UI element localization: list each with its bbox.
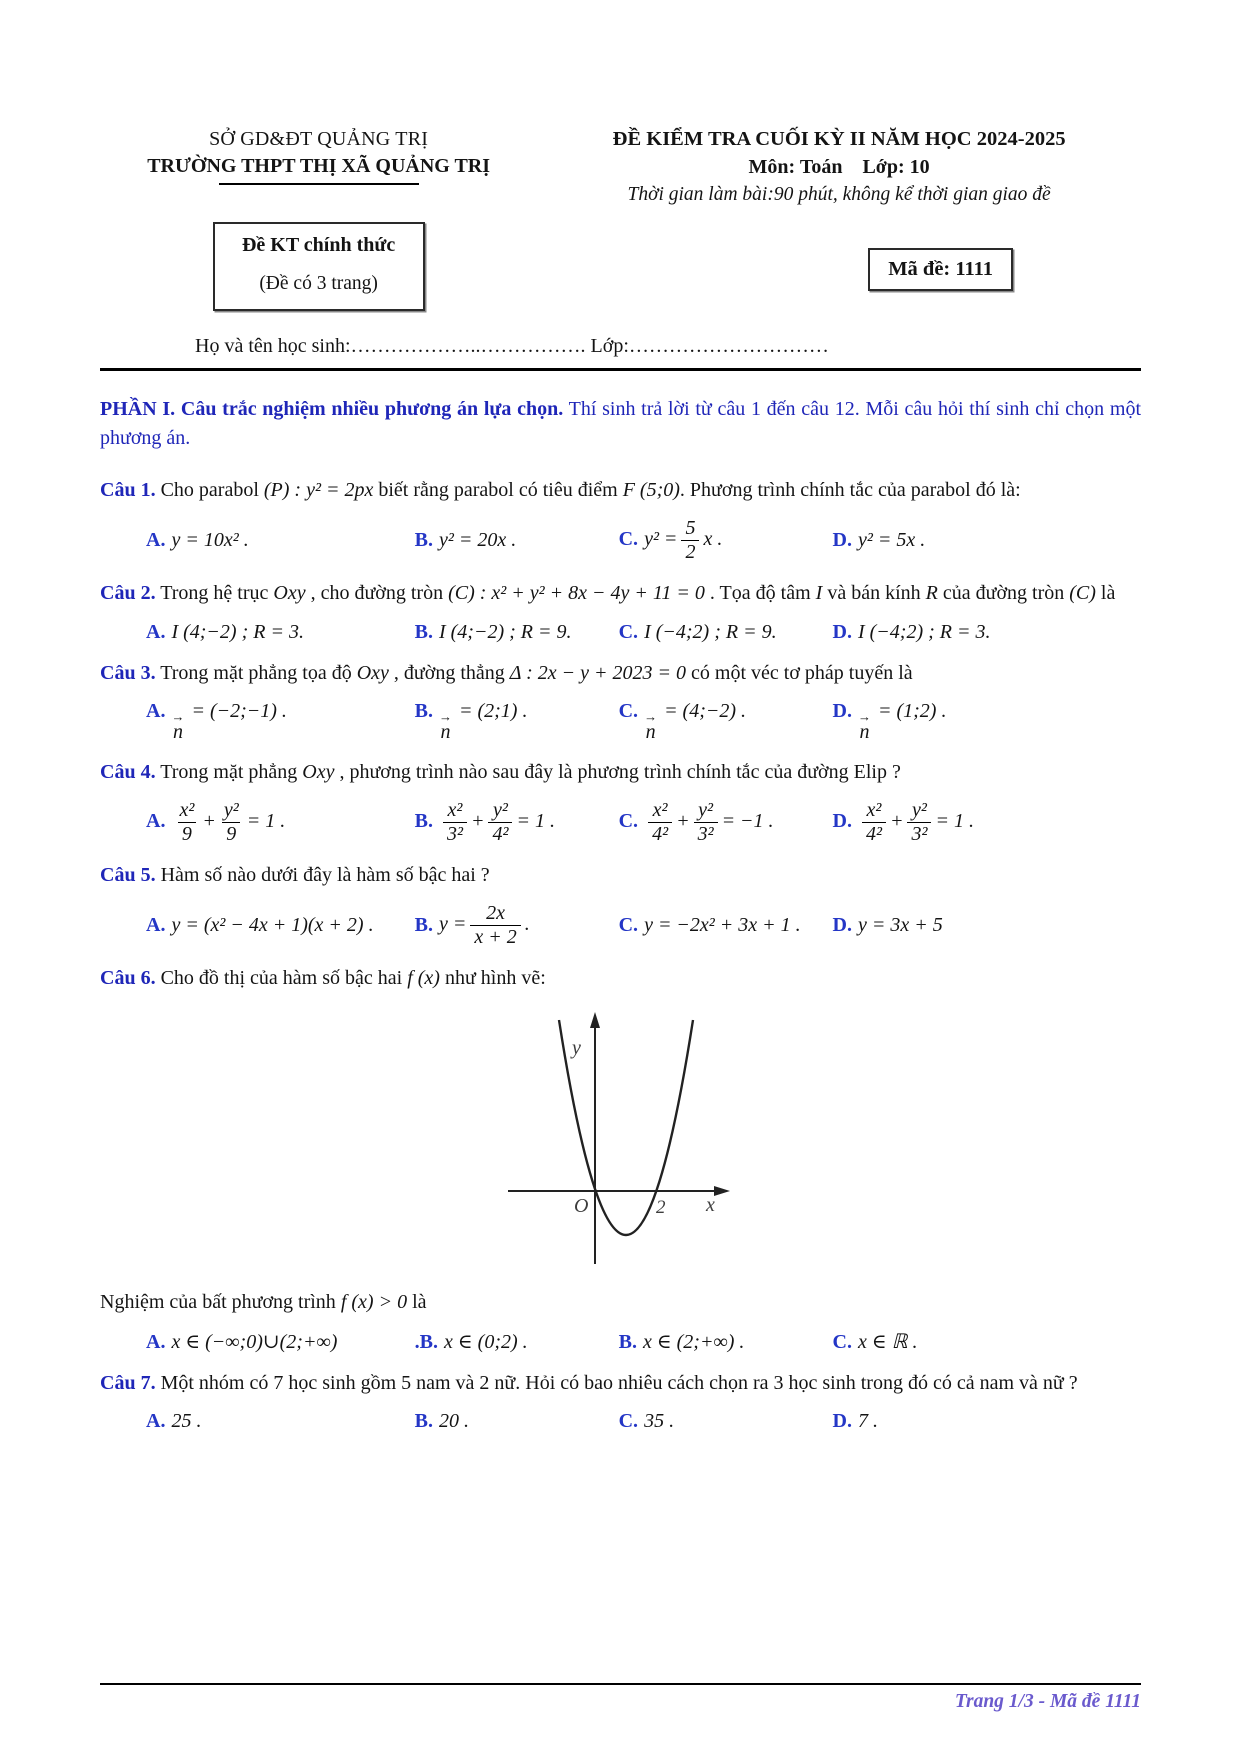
question-stem: Câu 5. Hàm số nào dưới đây là hàm số bậc hai ?: [100, 864, 490, 887]
question-label: Câu 7.: [100, 1371, 156, 1394]
answer-option: A. x ∈ (−∞;0)∪(2;+∞): [146, 1330, 338, 1353]
answer-options: [100, 1329, 1141, 1354]
question-5: [100, 858, 1141, 949]
axis-label-y: y: [572, 1036, 581, 1059]
answer-option-label: C.: [618, 1410, 639, 1433]
vector-notation: → n: [171, 709, 185, 743]
answer-option: B. $\frac{\text{x²}}{\text{3²}}$ + $\frac{\text{y²}}{\text{4²}}$ = 1 .: [414, 799, 555, 846]
answer-option-label: B.: [414, 529, 433, 552]
question-stem: Câu 2. Trong hệ trục Oxy , cho đường tròn (C) : x² + y² + 8x − 4y + 11 = 0 . Tọa độ tâm I và bán kính R của đường tròn (C) là: [100, 582, 1116, 605]
answer-options: [100, 517, 1141, 564]
exam-header: [100, 128, 1141, 206]
answer-option: D. y² = 5x .: [832, 529, 926, 552]
fraction: $\frac{\text{y²}}{\text{3²}}$: [907, 799, 931, 846]
axis-label-x: x: [706, 1193, 715, 1216]
answer-option: A. 25 .: [146, 1410, 202, 1433]
question-stem: Câu 1. Cho parabol (P) : y² = 2px biết rằng parabol có tiêu điểm F (5;0). Phương trình chính tắc của parabol đó là:: [100, 479, 1021, 501]
function-graph: [500, 1006, 735, 1277]
answer-option-label: B.: [414, 810, 433, 833]
answer-option-label: D.: [832, 620, 852, 643]
answer-option: A. $\frac{\text{x²}}{9}$ + $\frac{\text{y²}}{9}$ = 1 .: [146, 799, 286, 846]
question-stem: Câu 6. Cho đồ thị của hàm số bậc hai f (x) như hình vẽ:: [100, 967, 546, 990]
answer-option: A. → n = (−2;−1) .: [146, 700, 287, 743]
answer-options: [100, 902, 1141, 949]
answer-option-label: A.: [146, 620, 166, 643]
question-label: Câu 4.: [100, 760, 156, 783]
part1-heading-rest: Thí sinh trả lời từ câu 1 đến câu 12. Mỗi câu hỏi thí sinh chỉ chọn một phương án.: [100, 398, 1141, 449]
answer-option-label: B.: [414, 1410, 433, 1433]
page-count-note: (Đề có 3 trang): [259, 273, 378, 294]
official-exam-label: Đề KT chính thức: [241, 234, 396, 256]
answer-option-label: B.: [618, 1330, 637, 1353]
answer-option-label: A.: [146, 700, 166, 723]
answer-option-label: A.: [146, 914, 166, 937]
fraction: $\frac{\text{y²}}{9}$: [223, 799, 239, 846]
answer-option: B. I (4;−2) ; R = 9.: [414, 620, 572, 643]
answer-option: B. 20 .: [414, 1410, 469, 1433]
part1-heading: [100, 395, 1141, 453]
answer-option: C. y² = $\frac{5}{2}$ x .: [618, 517, 723, 564]
answer-option: B. y = $\frac{2x}{x + 2}$ .: [414, 902, 530, 949]
root-label: 2: [656, 1196, 666, 1218]
question-label: Câu 1.: [100, 479, 156, 501]
answer-option-label: C.: [618, 700, 639, 723]
fraction: $\frac{2x}{x + 2}$: [470, 902, 520, 949]
official-box-wrap: [100, 206, 537, 311]
fraction: $\frac{\text{x²}}{\text{4²}}$: [862, 799, 886, 846]
answer-options: [100, 1410, 1141, 1433]
question-label: Câu 6.: [100, 967, 156, 990]
answer-option-label: A.: [146, 810, 166, 833]
question-stem: Câu 7. Một nhóm có 7 học sinh gồm 5 nam và 2 nữ. Hỏi có bao nhiêu cách chọn ra 3 học sinh trong đó có cả nam và nữ ?: [100, 1371, 1078, 1394]
fraction: $\frac{\text{y²}}{\text{4²}}$: [488, 799, 512, 846]
fraction: $\frac{\text{y²}}{\text{3²}}$: [694, 799, 718, 846]
answer-option-label: D.: [832, 1410, 852, 1433]
answer-option: D. $\frac{\text{x²}}{\text{4²}}$ + $\frac{\text{y²}}{\text{3²}}$ = 1 .: [832, 799, 974, 846]
question-post-stem: Nghiệm của bất phương trình f (x) > 0 là: [100, 1290, 427, 1313]
vector-notation: → n: [644, 709, 658, 743]
fraction: $\frac{5}{2}$: [681, 517, 699, 564]
answer-option-label: D.: [832, 914, 852, 937]
subject-line: Môn: Toán Lớp: 10: [748, 156, 930, 178]
time-line: Thời gian làm bài:90 phút, không kể thời gian giao đề: [627, 184, 1051, 205]
answer-options: [100, 700, 1141, 743]
header-divider: [100, 368, 1141, 371]
answer-option: D. 7 .: [832, 1410, 878, 1433]
answer-option-label: C.: [618, 914, 639, 937]
answer-option-label: D.: [832, 810, 852, 833]
question-label: Câu 5.: [100, 864, 156, 887]
answer-option-label: C.: [618, 810, 639, 833]
exam-title-block: [537, 128, 1141, 206]
school-name-underline: [219, 183, 419, 185]
exam-code-box: Mã đề: 1111: [868, 248, 1013, 291]
question-7: [100, 1366, 1141, 1433]
question-6: [100, 961, 1141, 1353]
answer-option-label: D.: [832, 700, 852, 723]
code-box-wrap: [537, 206, 1141, 311]
answer-option: C. y = −2x² + 3x + 1 .: [618, 914, 801, 937]
answer-option: C. → n = (4;−2) .: [618, 700, 747, 743]
official-exam-box: [213, 222, 425, 311]
student-info-line: Họ và tên học sinh:………………..……………. Lớp:…………………………: [195, 335, 829, 357]
answer-option: C. x ∈ ℝ .: [832, 1330, 918, 1353]
question-1: [100, 473, 1141, 564]
fraction: $\frac{\text{x²}}{9}$: [179, 799, 195, 846]
page-footer: [100, 1683, 1141, 1713]
vector-notation: → n: [438, 709, 452, 743]
answer-option-label: C.: [618, 620, 639, 643]
answer-option: B. → n = (2;1) .: [414, 700, 528, 743]
question-stem: Câu 3. Trong mặt phẳng tọa độ Oxy , đường thẳng Δ : 2x − y + 2023 = 0 có một véc tơ pháp tuyến là: [100, 661, 913, 684]
answer-option-label: .B.: [414, 1330, 438, 1353]
footer-divider: [100, 1683, 1141, 1685]
answer-options: [100, 799, 1141, 846]
answer-option: B. x ∈ (2;+∞) .: [618, 1330, 745, 1353]
answer-option-label: A.: [146, 1410, 166, 1433]
answer-option: A. I (4;−2) ; R = 3.: [146, 620, 304, 643]
part1-heading-bold: PHẦN I. Câu trắc nghiệm nhiều phương án lựa chọn.: [100, 398, 564, 420]
fraction: $\frac{\text{x²}}{\text{3²}}$: [443, 799, 467, 846]
answer-option-label: A.: [146, 529, 166, 552]
answer-option: A. y = 10x² .: [146, 529, 249, 552]
fraction: $\frac{\text{x²}}{\text{4²}}$: [648, 799, 672, 846]
answer-option: C. 35 .: [618, 1410, 675, 1433]
answer-option: D. y = 3x + 5: [832, 914, 943, 937]
issuer-block: [100, 128, 537, 206]
questions: [100, 473, 1141, 1433]
answer-option-label: A.: [146, 1330, 166, 1353]
answer-option: C. $\frac{\text{x²}}{\text{4²}}$ + $\frac{\text{y²}}{\text{3²}}$ = −1 .: [618, 799, 774, 846]
question-2: [100, 576, 1141, 643]
question-label: Câu 2.: [100, 582, 156, 605]
vector-notation: → n: [857, 709, 871, 743]
header-boxes-row: [100, 206, 1141, 311]
question-3: [100, 656, 1141, 743]
answer-options: [100, 621, 1141, 644]
answer-option: .B. x ∈ (0;2) .: [414, 1330, 528, 1353]
department-name: SỞ GD&ĐT QUẢNG TRỊ: [209, 128, 429, 150]
exam-title: ĐỀ KIỂM TRA CUỐI KỲ II NĂM HỌC 2024-2025: [612, 128, 1066, 150]
school-name: TRƯỜNG THPT THỊ XÃ QUẢNG TRỊ: [147, 155, 491, 177]
answer-option: D. I (−4;2) ; R = 3.: [832, 620, 991, 643]
question-stem: Câu 4. Trong mặt phẳng Oxy , phương trình nào sau đây là phương trình chính tắc của đường Elip ?: [100, 760, 901, 783]
origin-label: O: [574, 1194, 589, 1217]
answer-option-label: D.: [832, 529, 852, 552]
page-number: Trang 1/3 - Mã đề 1111: [954, 1691, 1141, 1712]
answer-option-label: C.: [832, 1330, 852, 1353]
answer-option: C. I (−4;2) ; R = 9.: [618, 620, 777, 643]
answer-option-label: C.: [618, 528, 639, 551]
answer-option-label: B.: [414, 913, 433, 936]
answer-option: A. y = (x² − 4x + 1)(x + 2) .: [146, 914, 374, 937]
answer-option-label: B.: [414, 700, 433, 723]
answer-option: D. → n = (1;2) .: [832, 700, 947, 743]
question-label: Câu 3.: [100, 661, 156, 684]
answer-option: B. y² = 20x .: [414, 529, 517, 552]
answer-option-label: B.: [414, 620, 433, 643]
question-4: [100, 755, 1141, 846]
